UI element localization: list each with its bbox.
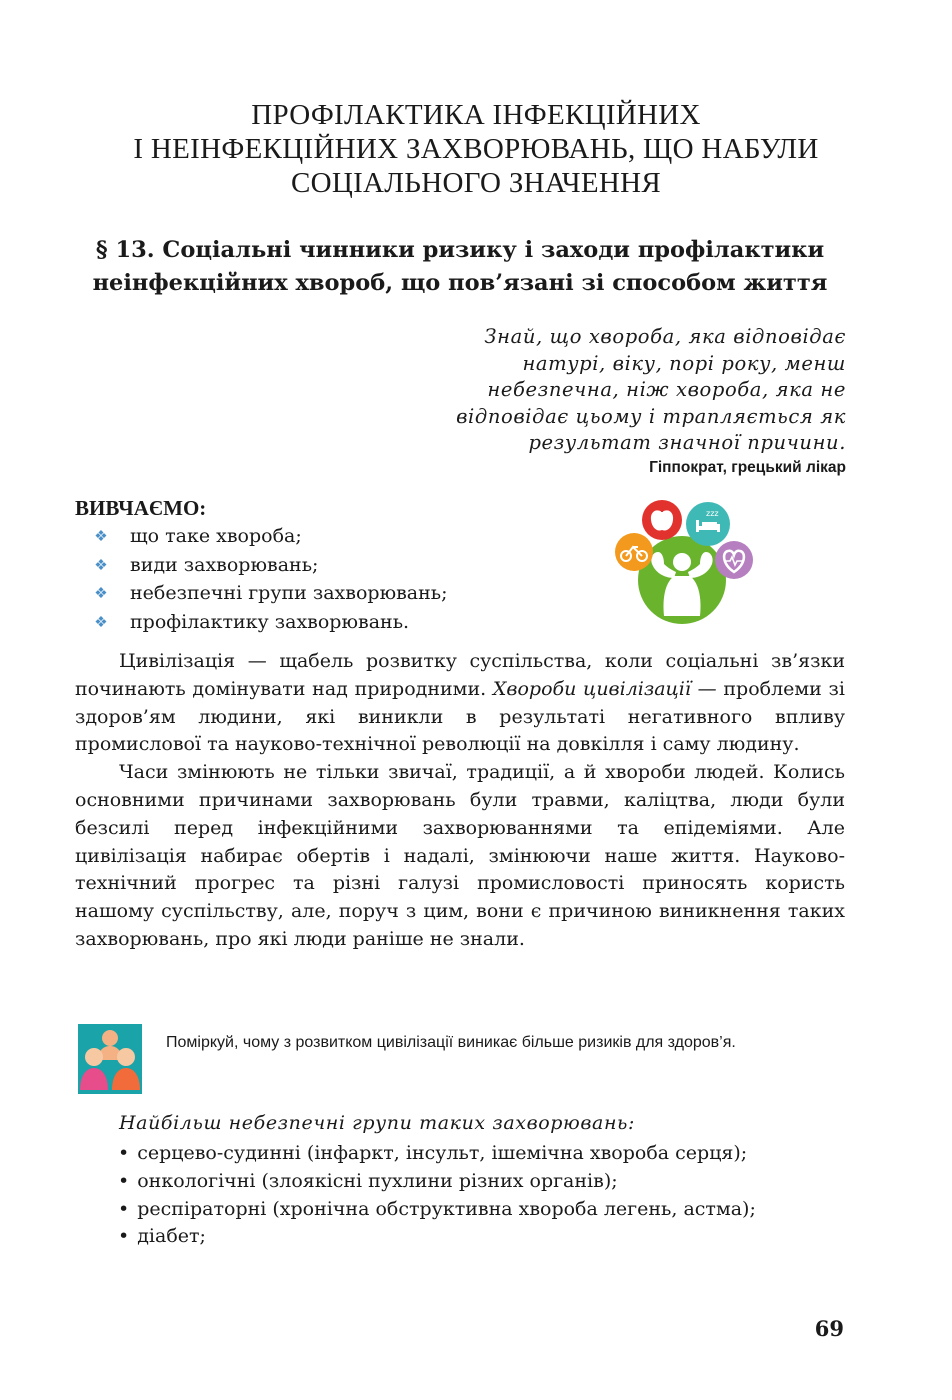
chapter-title-line: ПРОФІЛАКТИКА ІНФЕКЦІЙНИХ [251, 99, 701, 131]
groups-item-text: респіраторні (хронічна обструктивна хвороба легень, астма); [137, 1197, 756, 1220]
healthy-lifestyle-icon [612, 498, 754, 626]
epigraph-line: Знай, що хвороба, яка відповідає [484, 325, 846, 348]
epigraph-line: відповідає цьому і трапляється як [456, 404, 846, 428]
groups-item-text: діабет; [137, 1225, 206, 1248]
section-title [74, 234, 846, 300]
diamond-bullet-icon: ❖ [94, 612, 108, 631]
epigraph [406, 324, 846, 457]
learn-item [92, 579, 448, 608]
learn-heading: ВИВЧАЄМО: [75, 496, 207, 520]
groups-item-text: серцево-судинні (інфаркт, інсульт, ішемічна хвороба серця); [137, 1142, 748, 1164]
learn-item [92, 551, 448, 580]
diamond-bullet-icon: ❖ [94, 555, 108, 574]
think-box [78, 1024, 848, 1098]
svg-text:zzz: zzz [706, 509, 719, 518]
body-text [75, 648, 845, 954]
groups-item [118, 1140, 756, 1168]
think-prompt: Поміркуй, чому з розвитком цивілізації виникає більше ризиків для здоров’я. [166, 1034, 736, 1051]
learn-item-text: небезпечні групи захворювань; [130, 582, 448, 604]
bullet: • [118, 1142, 130, 1164]
diamond-bullet-icon: ❖ [94, 584, 108, 603]
bullet: • [118, 1225, 130, 1248]
epigraph-line: результат значної причини. [528, 431, 846, 454]
groups-item [118, 1168, 756, 1196]
chapter-title [60, 98, 892, 200]
paragraph-text: Цивілізація — щабель розвитку суспільства, коли соціальні зв’язки починають домінувати над природними. [75, 650, 845, 700]
paragraph [75, 648, 845, 759]
epigraph-line: небезпечна, ніж хвороба, яка не [487, 378, 846, 401]
learn-item-text: види захворювань; [130, 553, 319, 576]
groups-item [118, 1196, 756, 1224]
bullet: • [118, 1169, 130, 1192]
term-diseases-of-civilization: Хвороби цивілізації [492, 677, 691, 700]
learn-item [92, 522, 448, 551]
groups-item [118, 1223, 756, 1251]
page-number: 69 [814, 1316, 844, 1341]
epigraph-author: Гіппократ, грецький лікар [649, 459, 846, 476]
chapter-title-line: СОЦІАЛЬНОГО ЗНАЧЕННЯ [290, 167, 662, 199]
groups-list [118, 1140, 756, 1251]
paragraph: Часи змінюють не тільки звичаї, традиції, а й хвороби людей. Колись основними причинами захворювань були травми, каліцтва, люди були безсилі перед інфекційними захворюваннями та епідеміями. Але цивілізація набирає обертів і надалі, змінюючи наше життя. Науково-технічний прогрес та різні галузі промисловості приносять користь нашому суспільству, але, поруч з цим, вони є причиною виникнення таких захворювань, про які люди раніше не знали. [75, 761, 845, 950]
chapter-title-line: І НЕІНФЕКЦІЙНИХ ЗАХВОРЮВАНЬ, ЩО НАБУЛИ [133, 133, 819, 165]
epigraph-line: натурі, віку, порі року, менш [522, 351, 846, 375]
groups-heading: Найбільш небезпечні групи таких захворювань: [119, 1112, 636, 1134]
learn-item [92, 608, 448, 637]
groups-item-text: онкологічні (злоякісні пухлини різних органів); [137, 1169, 618, 1192]
paragraph-text: — проблеми зі здоров’ям людини, які виникли в результаті негативного впливу промислової та науково-технічної революції на довкілля і саму людину. [75, 677, 845, 756]
bullet: • [118, 1197, 130, 1220]
learn-item-text: що таке хвороба; [130, 525, 302, 547]
section-title-line: § 13. Соціальні чинники ризику і заходи профілактики [95, 237, 825, 263]
learn-item-text: профілактику захворювань. [130, 610, 410, 633]
people-discussion-icon [78, 1024, 142, 1094]
section-title-line: неінфекційних хвороб, що пов’язані зі способом життя [92, 270, 828, 296]
learn-list [92, 522, 448, 636]
diamond-bullet-icon: ❖ [94, 527, 108, 546]
